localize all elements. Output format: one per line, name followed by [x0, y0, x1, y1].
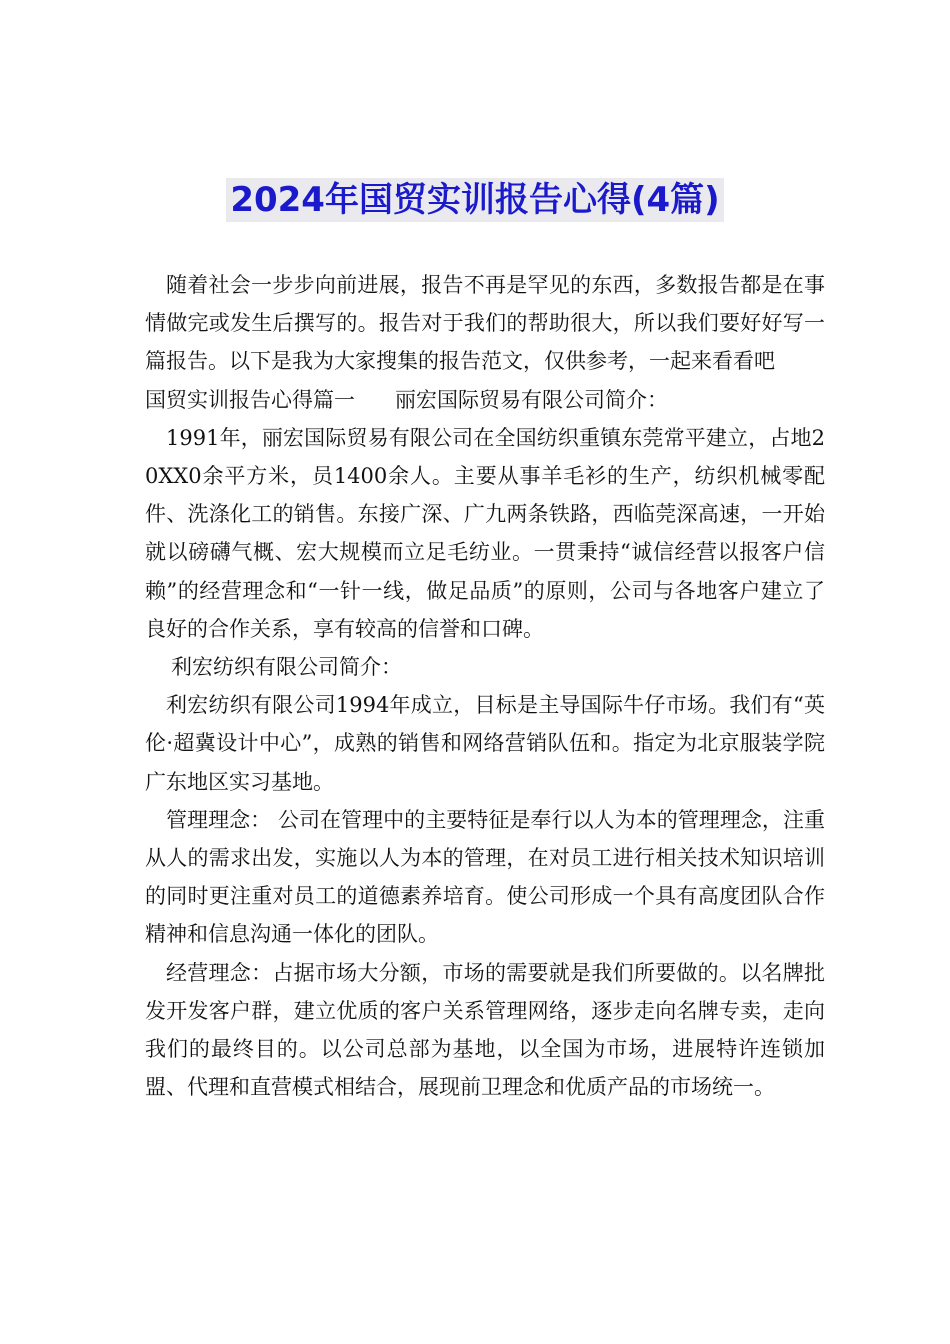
- business-paragraph: 经营理念：占据市场大分额，市场的需要就是我们所要做的。以名牌批发开发客户群，建立优质的客户关系管理网络，逐步走向名牌专卖，走向我们的最终目的。以公司总部为基地，以全国为市场，进展特许连锁加盟、代理和直营模式相结合，展现前卫理念和优质产品的市场统一。: [145, 960, 825, 1100]
- document-body: [145, 266, 825, 1106]
- management-paragraph: 管理理念： 公司在管理中的主要特征是奉行以人为本的管理理念，注重从人的需求出发，实施以人为本的管理，在对员工进行相关技术知识培训的同时更注重对员工的道德素养培育。使公司形成一个具有高度团队合作精神和信息沟通一体化的团队。: [145, 807, 825, 947]
- intro-paragraph: 随着社会一步步向前进展，报告不再是罕见的东西，多数报告都是在事情做完或发生后撰写的。报告对于我们的帮助很大，所以我们要好好写一篇报告。以下是我为大家搜集的报告范文，仅供参考，一起来看看吧: [145, 273, 825, 374]
- document-title: 2024年国贸实训报告心得(4篇): [226, 178, 723, 222]
- section-heading: 国贸实训报告心得篇一: [145, 387, 355, 412]
- subsection-heading: 利宏纺织有限公司简介：: [171, 655, 402, 680]
- title-container: [0, 178, 950, 222]
- section-heading-line: [145, 381, 825, 419]
- section-subheading: 丽宏国际贸易有限公司简介：: [395, 387, 668, 412]
- company-intro-paragraph: 1991年，丽宏国际贸易有限公司在全国纺织重镇东莞常平建立，占地20XX0余平方米，员1400余人。主要从事羊毛衫的生产，纺织机械零配件、洗涤化工的销售。东接广深、广九两条铁路，西临莞深高速，一开始就以磅礴气概、宏大规模而立足毛纺业。一贯秉持“诚信经营以报客户信赖”的经营理念和“一针一线，做足品质”的原则，公司与各地客户建立了良好的合作关系，享有较高的信誉和口碑。: [145, 425, 825, 641]
- lihong-paragraph: 利宏纺织有限公司1994年成立，目标是主导国际牛仔市场。我们有“英伦·超冀设计中心”，成熟的销售和网络营销队伍和。指定为北京服装学院广东地区实习基地。: [145, 693, 825, 794]
